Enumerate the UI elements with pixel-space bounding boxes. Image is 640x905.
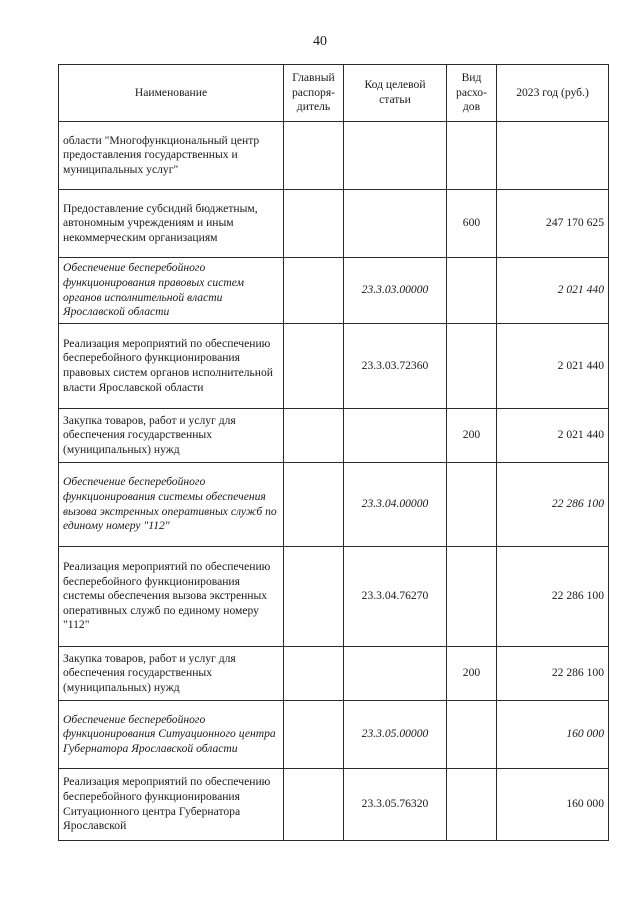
cell-grs <box>284 324 344 409</box>
table-row <box>59 769 609 841</box>
cell-sum: 160 000 <box>497 769 609 841</box>
cell-code: 23.3.05.00000 <box>344 701 447 769</box>
header-grs: Главный распоря-дитель <box>284 65 344 122</box>
table-row <box>59 190 609 258</box>
cell-code <box>344 190 447 258</box>
cell-code: 23.3.03.00000 <box>344 258 447 324</box>
cell-sum: 247 170 625 <box>497 190 609 258</box>
cell-type <box>447 324 497 409</box>
cell-code <box>344 122 447 190</box>
cell-code <box>344 409 447 463</box>
cell-grs <box>284 409 344 463</box>
cell-type: 200 <box>447 409 497 463</box>
cell-name: Обеспечение бесперебойного функционирования Ситуационного центра Губернатора Ярославской области <box>59 701 284 769</box>
cell-grs <box>284 701 344 769</box>
table-row <box>59 647 609 701</box>
cell-type <box>447 701 497 769</box>
cell-grs <box>284 258 344 324</box>
table-row <box>59 409 609 463</box>
table-header-row <box>59 65 609 122</box>
cell-type <box>447 122 497 190</box>
cell-grs <box>284 122 344 190</box>
cell-sum: 160 000 <box>497 701 609 769</box>
cell-grs <box>284 647 344 701</box>
cell-type <box>447 463 497 547</box>
header-code: Код целевой статьи <box>344 65 447 122</box>
cell-name: Предоставление субсидий бюджетным, автономным учреждениям и иным некоммерческим организациям <box>59 190 284 258</box>
cell-code: 23.3.03.72360 <box>344 324 447 409</box>
cell-type: 200 <box>447 647 497 701</box>
table-row <box>59 701 609 769</box>
cell-type <box>447 258 497 324</box>
cell-name: области "Многофункциональный центр предоставления государственных и муниципальных услуг" <box>59 122 284 190</box>
cell-name: Обеспечение бесперебойного функционирования системы обеспечения вызова экстренных оперативных служб по единому номеру "112" <box>59 463 284 547</box>
table-row <box>59 463 609 547</box>
cell-sum: 2 021 440 <box>497 258 609 324</box>
cell-code: 23.3.04.00000 <box>344 463 447 547</box>
header-sum: 2023 год (руб.) <box>497 65 609 122</box>
cell-sum: 22 286 100 <box>497 647 609 701</box>
cell-code: 23.3.05.76320 <box>344 769 447 841</box>
page-number: 40 <box>313 34 327 49</box>
cell-grs <box>284 190 344 258</box>
cell-type <box>447 547 497 647</box>
cell-name: Реализация мероприятий по обеспечению бесперебойного функционирования системы обеспечения вызова экстренных оперативных служб по единому номеру "112" <box>59 547 284 647</box>
cell-sum: 22 286 100 <box>497 463 609 547</box>
cell-grs <box>284 463 344 547</box>
cell-code: 23.3.04.76270 <box>344 547 447 647</box>
cell-name: Реализация мероприятий по обеспечению бесперебойного функционирования правовых систем органов исполнительной власти Ярославской области <box>59 324 284 409</box>
cell-sum: 2 021 440 <box>497 409 609 463</box>
cell-name: Закупка товаров, работ и услуг для обеспечения государственных (муниципальных) нужд <box>59 409 284 463</box>
header-name: Наименование <box>59 65 284 122</box>
table-row <box>59 547 609 647</box>
cell-type <box>447 769 497 841</box>
cell-grs <box>284 769 344 841</box>
budget-table <box>58 64 609 841</box>
table-row <box>59 258 609 324</box>
table-row <box>59 324 609 409</box>
cell-type: 600 <box>447 190 497 258</box>
cell-code <box>344 647 447 701</box>
cell-sum: 22 286 100 <box>497 547 609 647</box>
cell-sum: 2 021 440 <box>497 324 609 409</box>
cell-name: Обеспечение бесперебойного функционирования правовых систем органов исполнительной власти Ярославской области <box>59 258 284 324</box>
cell-grs <box>284 547 344 647</box>
table-row <box>59 122 609 190</box>
cell-name: Реализация мероприятий по обеспечению бесперебойного функционирования Ситуационного центра Губернатора Ярославской <box>59 769 284 841</box>
cell-name: Закупка товаров, работ и услуг для обеспечения государственных (муниципальных) нужд <box>59 647 284 701</box>
header-type: Вид расхо-дов <box>447 65 497 122</box>
cell-sum <box>497 122 609 190</box>
